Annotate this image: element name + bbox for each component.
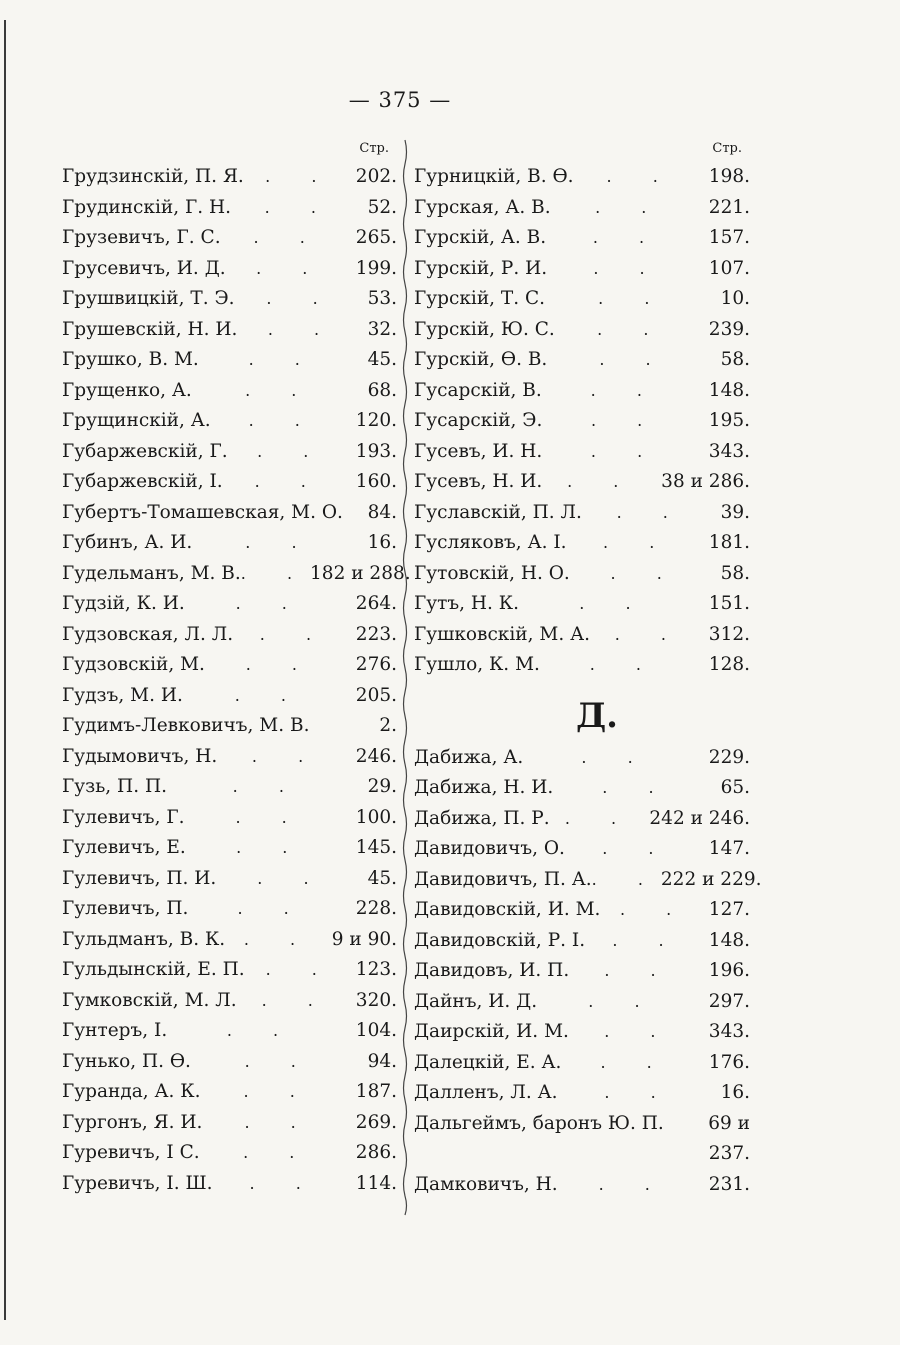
index-entry bbox=[62, 1047, 397, 1078]
entry-page-ref: 148. bbox=[708, 929, 750, 951]
entry-name: Гуславскій, П. Л. bbox=[414, 501, 582, 523]
index-entry bbox=[62, 620, 397, 651]
index-entry bbox=[414, 773, 750, 804]
entry-name: Давидовичъ, П. А. bbox=[414, 868, 592, 890]
entry-name: Губаржевскій, Г. bbox=[62, 440, 228, 462]
index-entry bbox=[414, 1017, 750, 1048]
entry-name: Дабижа, П. Р. bbox=[414, 807, 550, 829]
entry-page-ref: 127. bbox=[708, 899, 750, 920]
entry-name: Дабижа, А. bbox=[414, 746, 524, 768]
index-entry bbox=[414, 834, 750, 865]
entry-page-ref: 9 и 90. bbox=[331, 928, 397, 950]
leader-dots: . . bbox=[604, 1083, 674, 1102]
leader-dots: . . bbox=[249, 1173, 319, 1193]
leader-dots: . . bbox=[598, 289, 668, 308]
leader-dots: . . bbox=[592, 228, 663, 247]
index-entry bbox=[62, 772, 397, 803]
entry-name: Гурская, А. В. bbox=[414, 196, 551, 218]
leader-dots: . . bbox=[248, 411, 318, 430]
entry-name: Гудимъ-Левковичъ, М. В. bbox=[62, 715, 310, 736]
entry-page-ref: 45. bbox=[367, 349, 397, 370]
entry-page-ref: 312. bbox=[708, 623, 750, 645]
index-entry bbox=[414, 620, 750, 651]
entry-name: Гушло, К. М. bbox=[414, 654, 540, 675]
leader-dots: . . bbox=[235, 594, 305, 613]
entry-page-ref: 265. bbox=[355, 227, 397, 248]
index-entry bbox=[62, 589, 397, 620]
entry-name: Дабижа, Н. И. bbox=[414, 777, 554, 798]
leader-dots: . . bbox=[598, 1174, 668, 1194]
entry-name: Грудинскій, Г. Н. bbox=[62, 196, 231, 218]
leader-dots: . . bbox=[244, 1112, 314, 1132]
leader-dots: . . bbox=[604, 1022, 674, 1041]
index-entry bbox=[62, 711, 397, 742]
entry-page-ref: 32. bbox=[367, 318, 397, 340]
entry-name: Дамковичъ, Н. bbox=[414, 1173, 558, 1195]
leader-dots: . . bbox=[253, 228, 323, 247]
leader-dots: . . bbox=[614, 624, 685, 644]
leader-dots: . . bbox=[588, 991, 658, 1011]
leader-dots: . . bbox=[589, 655, 659, 674]
entry-page-ref: 148. bbox=[708, 379, 750, 401]
entry-name: Далленъ, Л. А. bbox=[414, 1082, 558, 1103]
entry-name: Гуревичъ, I. Ш. bbox=[62, 1172, 213, 1194]
index-entry bbox=[62, 650, 397, 681]
entry-name: Гутъ, Н. К. bbox=[414, 593, 519, 614]
entry-page-ref: 246. bbox=[355, 745, 397, 767]
entry-name: Грусевичъ, И. Д. bbox=[62, 257, 226, 279]
entry-page-ref: 229. bbox=[708, 746, 750, 768]
entry-page-ref: 145. bbox=[355, 837, 397, 858]
entry-name: Гургонъ, Я. И. bbox=[62, 1111, 203, 1133]
entry-page-ref: 199. bbox=[355, 257, 397, 279]
entry-name: Грузевичъ, Г. С. bbox=[62, 227, 221, 248]
entry-page-ref: 176. bbox=[708, 1051, 750, 1073]
entry-page-ref: 38 и 286. bbox=[661, 471, 750, 492]
entry-name: Гуревичъ, I С. bbox=[62, 1142, 200, 1163]
entry-page-ref: 58. bbox=[720, 349, 750, 370]
leader-dots: . . bbox=[600, 1052, 670, 1072]
entry-name: Дайнъ, И. Д. bbox=[414, 990, 538, 1012]
index-entry bbox=[414, 1078, 750, 1109]
index-entry bbox=[414, 1048, 750, 1079]
index-entry bbox=[414, 193, 750, 224]
index-entry bbox=[414, 437, 750, 468]
index-entry bbox=[62, 498, 397, 529]
index-entry bbox=[62, 406, 397, 437]
entry-page-ref: 160. bbox=[355, 471, 397, 492]
leader-dots: . . bbox=[257, 441, 327, 461]
entry-page-ref: 222 и 229. bbox=[660, 868, 762, 890]
entry-page-ref: 39. bbox=[720, 501, 750, 523]
entry-page-ref: 45. bbox=[367, 867, 397, 889]
entry-page-ref: 58. bbox=[720, 562, 750, 584]
leader-dots: . . bbox=[245, 380, 315, 400]
entry-name: Гунько, П. Ѳ. bbox=[62, 1050, 191, 1072]
entry-page-ref: 237. bbox=[708, 1143, 750, 1164]
entry-name: Гутовскій, Н. О. bbox=[414, 562, 570, 584]
leader-dots: . . bbox=[244, 1051, 314, 1071]
leader-dots: . . bbox=[567, 472, 637, 491]
index-entry bbox=[62, 681, 397, 712]
entry-page-ref: 196. bbox=[708, 960, 750, 981]
index-entry bbox=[414, 254, 750, 285]
leader-dots: . . bbox=[256, 258, 326, 278]
entry-page-ref: 151. bbox=[708, 593, 750, 614]
index-entry bbox=[414, 1109, 750, 1140]
entry-page-ref: 16. bbox=[367, 532, 397, 553]
index-entry bbox=[62, 162, 397, 193]
index-entry bbox=[62, 1169, 397, 1200]
column-header-page: Стр. bbox=[359, 141, 389, 156]
index-entry bbox=[414, 926, 750, 957]
entry-page-ref: 343. bbox=[708, 1021, 750, 1042]
index-entry bbox=[414, 804, 750, 835]
index-entry bbox=[62, 925, 397, 956]
entry-name: Гурскій, Т. С. bbox=[414, 288, 546, 309]
entry-page-ref: 68. bbox=[367, 379, 397, 401]
index-entry bbox=[62, 284, 397, 315]
entry-page-ref: 195. bbox=[708, 410, 750, 431]
leader-dots: . . bbox=[597, 319, 667, 339]
leader-dots: . . bbox=[599, 350, 669, 369]
entry-page-ref: 114. bbox=[355, 1172, 397, 1194]
page-edge-line bbox=[4, 20, 6, 1320]
entry-name: Гудзовская, Л. Л. bbox=[62, 623, 234, 645]
entry-page-ref: 181. bbox=[708, 532, 750, 553]
entry-name: Гусарскій, Э. bbox=[414, 410, 543, 431]
leader-dots: . . bbox=[234, 685, 304, 705]
entry-page-ref: 123. bbox=[355, 959, 397, 980]
index-entry bbox=[62, 559, 411, 590]
index-entry bbox=[62, 437, 397, 468]
entry-page-ref: 228. bbox=[355, 898, 397, 919]
leader-dots: . . bbox=[593, 258, 663, 278]
leader-dots: . . bbox=[235, 807, 305, 827]
leader-dots: . . bbox=[612, 930, 682, 950]
index-entry bbox=[414, 987, 750, 1018]
leader-dots: . . bbox=[261, 990, 331, 1010]
index-entry bbox=[62, 345, 397, 376]
entry-page-ref: 120. bbox=[355, 410, 397, 431]
entry-name: Гумковскій, М. Л. bbox=[62, 989, 237, 1011]
leader-dots: . . bbox=[619, 900, 690, 919]
leader-dots: . . bbox=[602, 839, 672, 858]
index-entry bbox=[414, 467, 750, 498]
index-entry bbox=[414, 650, 750, 681]
index-entry bbox=[62, 193, 397, 224]
index-entry bbox=[414, 559, 750, 590]
index-entry bbox=[62, 467, 397, 498]
leader-dots: . . bbox=[564, 808, 635, 828]
index-entry bbox=[62, 254, 397, 285]
index-entry bbox=[62, 894, 397, 925]
entry-name: Гульдманъ, В. К. bbox=[62, 928, 226, 950]
entry-page-ref: 128. bbox=[708, 654, 750, 675]
leader-dots: . . bbox=[595, 197, 665, 217]
entry-name: Грушевскій, Н. И. bbox=[62, 318, 238, 340]
index-entry bbox=[62, 1016, 397, 1047]
entry-page-ref: 239. bbox=[708, 318, 750, 340]
entry-name: Гурскій, Ю. С. bbox=[414, 318, 555, 340]
entry-name: Губаржевскій, I. bbox=[62, 471, 223, 492]
entry-name: Грущинскій, А. bbox=[62, 410, 211, 431]
leader-dots: . . bbox=[243, 1082, 313, 1101]
entry-page-ref: 52. bbox=[367, 196, 397, 218]
leader-dots: . . bbox=[245, 533, 315, 552]
entry-page-ref: 264. bbox=[355, 593, 397, 614]
entry-page-ref: 147. bbox=[708, 838, 750, 859]
index-entry bbox=[414, 162, 750, 193]
entry-name: Гусляковъ, А. I. bbox=[414, 532, 567, 553]
leader-dots: . . bbox=[591, 869, 661, 889]
entry-name: Гурницкій, В. Ѳ. bbox=[414, 166, 574, 187]
entry-name: Гульдынскій, Е. П. bbox=[62, 959, 245, 980]
leader-dots: . . bbox=[243, 1143, 313, 1162]
entry-name: Давидовъ, И. П. bbox=[414, 960, 570, 981]
leader-dots: . . bbox=[581, 747, 651, 767]
entry-name: Гудзъ, М. И. bbox=[62, 684, 183, 706]
leader-dots: . . bbox=[603, 533, 673, 552]
page-number: — 375 — bbox=[348, 88, 452, 112]
left-entry-list bbox=[62, 162, 411, 1199]
entry-page-ref: 276. bbox=[355, 654, 397, 675]
index-entry bbox=[414, 315, 750, 346]
entry-page-ref: 100. bbox=[355, 806, 397, 828]
entry-name: Гудельманъ, М. В. bbox=[62, 562, 241, 584]
column-divider bbox=[400, 140, 410, 1215]
index-entry bbox=[414, 1139, 750, 1170]
index-entry bbox=[62, 1077, 397, 1108]
entry-page-ref: 221. bbox=[708, 196, 750, 218]
entry-name: Гусарскій, В. bbox=[414, 379, 542, 401]
leader-dots: . . bbox=[264, 197, 334, 217]
leader-dots: . . bbox=[590, 411, 661, 430]
index-entry bbox=[62, 528, 397, 559]
section-letter-d: Д. bbox=[575, 695, 619, 736]
index-entry bbox=[414, 956, 750, 987]
index-entry bbox=[414, 376, 750, 407]
entry-page-ref: 187. bbox=[355, 1081, 397, 1102]
entry-name: Гунтеръ, I. bbox=[62, 1020, 168, 1041]
leader-dots: . . bbox=[267, 319, 338, 339]
index-entry bbox=[62, 986, 397, 1017]
entry-name: Гузь, П. П. bbox=[62, 776, 167, 797]
leader-dots: . . bbox=[590, 380, 660, 400]
index-entry bbox=[414, 406, 750, 437]
entry-page-ref: 53. bbox=[367, 288, 397, 309]
leader-dots: . . bbox=[590, 441, 661, 461]
index-entry bbox=[62, 1138, 397, 1169]
entry-name: Давидовскій, И. М. bbox=[414, 899, 601, 920]
index-entry bbox=[414, 345, 750, 376]
entry-name: Гурскій, А. В. bbox=[414, 227, 547, 248]
column-header-page: Стр. bbox=[712, 141, 742, 156]
index-entry bbox=[62, 833, 397, 864]
entry-name: Гушковскій, М. А. bbox=[414, 623, 590, 645]
entry-page-ref: 2. bbox=[379, 715, 397, 736]
entry-name: Гудзовскій, М. bbox=[62, 654, 205, 675]
entry-name: Гулевичъ, Г. bbox=[62, 806, 185, 828]
leader-dots: . . bbox=[610, 563, 680, 583]
entry-name: Грушвицкій, Т. Э. bbox=[62, 288, 235, 309]
index-entry bbox=[62, 742, 397, 773]
leader-dots: . . bbox=[579, 594, 649, 613]
index-entry bbox=[62, 803, 397, 834]
index-entry bbox=[414, 223, 750, 254]
index-entry bbox=[414, 498, 750, 529]
entry-page-ref: 223. bbox=[355, 623, 397, 645]
leader-dots: . . bbox=[602, 778, 672, 797]
right-column bbox=[414, 136, 762, 1200]
right-entry-list-d bbox=[414, 743, 762, 1201]
leader-dots: . . bbox=[266, 289, 336, 308]
right-entry-list-g bbox=[414, 162, 750, 681]
leader-dots: . . bbox=[240, 563, 311, 583]
entry-page-ref: 29. bbox=[367, 776, 397, 797]
leader-dots: . . bbox=[243, 929, 314, 949]
leader-dots: . . bbox=[265, 960, 335, 979]
entry-page-ref: 10. bbox=[720, 288, 750, 309]
entry-name: Гулевичъ, П. bbox=[62, 898, 189, 919]
entry-page-ref: 182 и 288. bbox=[310, 562, 411, 584]
index-entry bbox=[414, 1170, 750, 1201]
entry-page-ref: 297. bbox=[708, 990, 750, 1012]
index-entry bbox=[62, 315, 397, 346]
entry-name: Гулевичъ, П. И. bbox=[62, 867, 217, 889]
entry-page-ref: 94. bbox=[367, 1050, 397, 1072]
entry-name: Гудзій, К. И. bbox=[62, 593, 185, 614]
entry-page-ref: 107. bbox=[708, 257, 750, 279]
entry-name: Гусевъ, Н. И. bbox=[414, 471, 543, 492]
entry-name: Губинъ, А. И. bbox=[62, 532, 193, 553]
index-entry bbox=[62, 864, 397, 895]
index-entry bbox=[62, 955, 397, 986]
leader-dots: . . bbox=[254, 472, 324, 491]
leader-dots: . . bbox=[606, 167, 676, 186]
leader-dots: . . bbox=[265, 167, 335, 186]
entry-page-ref: 193. bbox=[355, 440, 397, 462]
leader-dots: . . bbox=[245, 655, 315, 674]
entry-name: Грудзинскій, П. Я. bbox=[62, 166, 244, 187]
entry-page-ref: 205. bbox=[355, 684, 397, 706]
entry-name: Гуранда, А. К. bbox=[62, 1081, 201, 1102]
entry-name: Гусевъ, И. Н. bbox=[414, 440, 543, 462]
leader-dots: . . bbox=[232, 777, 302, 796]
entry-page-ref: 231. bbox=[708, 1173, 750, 1195]
entry-page-ref: 104. bbox=[355, 1020, 397, 1041]
leader-dots: . . bbox=[259, 624, 330, 644]
entry-name: Гудымовичъ, Н. bbox=[62, 745, 218, 767]
index-entry bbox=[62, 1108, 397, 1139]
leader-dots: . . bbox=[236, 838, 306, 857]
entry-name: Губертъ-Томашевская, М. О. bbox=[62, 501, 343, 523]
entry-page-ref: 69 и bbox=[708, 1112, 750, 1134]
entry-page-ref: 198. bbox=[708, 166, 750, 187]
leader-dots: . . bbox=[616, 502, 686, 522]
entry-page-ref: 16. bbox=[720, 1082, 750, 1103]
index-entry bbox=[414, 895, 750, 926]
index-entry bbox=[414, 865, 762, 896]
entry-name: Давидовичъ, О. bbox=[414, 838, 565, 859]
entry-name: Далецкій, Е. А. bbox=[414, 1051, 562, 1073]
leader-dots: . . bbox=[604, 961, 674, 980]
leader-dots: . . bbox=[248, 350, 318, 369]
entry-name: Дальгеймъ, баронъ Ю. П. bbox=[414, 1112, 664, 1134]
entry-page-ref: 65. bbox=[720, 777, 750, 798]
entry-page-ref: 320. bbox=[355, 989, 397, 1011]
index-entry bbox=[62, 223, 397, 254]
entry-page-ref: 286. bbox=[355, 1142, 397, 1163]
entry-name: Гулевичъ, Е. bbox=[62, 837, 186, 858]
left-column bbox=[62, 136, 411, 1199]
entry-page-ref: 157. bbox=[708, 227, 750, 248]
entry-name: Гурскій, Ѳ. В. bbox=[414, 349, 548, 370]
entry-page-ref: 343. bbox=[708, 440, 750, 462]
entry-name: Давидовскій, Р. I. bbox=[414, 929, 586, 951]
index-entry bbox=[62, 376, 397, 407]
entry-page-ref: 269. bbox=[355, 1111, 397, 1133]
leader-dots: . . bbox=[251, 746, 322, 766]
entry-name: Грущенко, А. bbox=[62, 379, 192, 401]
entry-page-ref: 242 и 246. bbox=[649, 807, 750, 829]
entry-page-ref: 202. bbox=[355, 166, 397, 187]
index-entry bbox=[414, 284, 750, 315]
entry-name: Гурскій, Р. И. bbox=[414, 257, 548, 279]
index-entry bbox=[414, 743, 750, 774]
leader-dots: . . bbox=[226, 1021, 297, 1040]
entry-name: Даирскій, И. М. bbox=[414, 1021, 569, 1042]
leader-dots: . . bbox=[257, 868, 327, 888]
index-entry bbox=[414, 528, 750, 559]
entry-page-ref: 84. bbox=[367, 501, 397, 523]
index-entry bbox=[414, 589, 750, 620]
leader-dots: . . bbox=[237, 899, 307, 918]
entry-name: Грушко, В. М. bbox=[62, 349, 199, 370]
